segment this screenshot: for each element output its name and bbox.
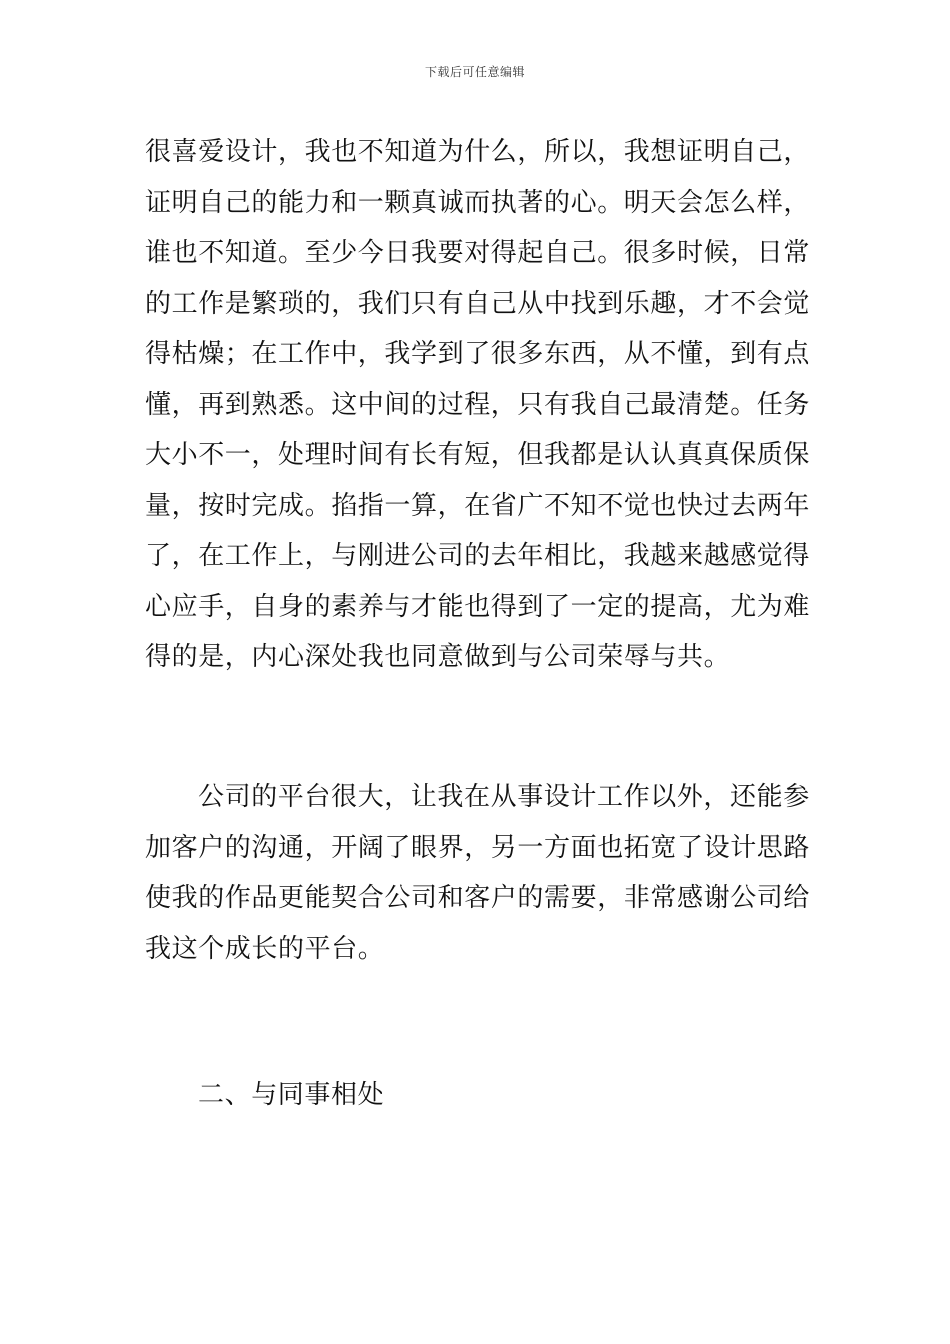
paragraph-line: 得的是，内心深处我也同意做到与公司荣辱与共。 (145, 642, 731, 672)
paragraph-line: 谁也不知道。至少今日我要对得起自己。很多时候，日常 (145, 238, 811, 268)
paragraph-line: 我这个成长的平台。 (145, 933, 385, 964)
paragraph-line: 得枯燥；在工作中，我学到了很多东西，从不懂，到有点 (145, 339, 811, 369)
section-heading: 二、与同事相处 (198, 1080, 385, 1110)
paragraph-line: 的工作是繁琐的，我们只有自己从中找到乐趣，才不会觉 (145, 288, 811, 319)
paragraph-line: 大小不一，处理时间有长有短，但我都是认认真真保质保 (145, 440, 811, 470)
paragraph-line: 加客户的沟通，开阔了眼界，另一方面也拓宽了设计思路 (145, 832, 811, 863)
paragraph-line: 懂，再到熟悉。这中间的过程，只有我自己最清楚。任务 (145, 389, 811, 420)
paragraph-line: 心应手，自身的素养与才能也得到了一定的提高，尤为难 (145, 591, 811, 622)
paragraph-line: 证明自己的能力和一颗真诚而执著的心。明天会怎么样， (145, 187, 811, 218)
section-heading-block (145, 1070, 810, 1121)
paragraph-line: 使我的作品更能契合公司和客户的需要，非常感谢公司给 (145, 883, 811, 913)
page-header-note: 下载后可任意编辑 (424, 65, 525, 79)
paragraph-line: 公司的平台很大，让我在从事设计工作以外，还能参 (198, 782, 810, 812)
body-paragraph-1 (145, 127, 810, 683)
paragraph-line: 了，在工作上，与刚进公司的去年相比，我越来越感觉得 (145, 541, 811, 571)
body-paragraph-2 (145, 772, 810, 974)
paragraph-line: 量，按时完成。掐指一算，在省广不知不觉也快过去两年 (145, 490, 811, 521)
paragraph-line: 很喜爱设计，我也不知道为什么，所以，我想证明自己， (145, 137, 811, 167)
